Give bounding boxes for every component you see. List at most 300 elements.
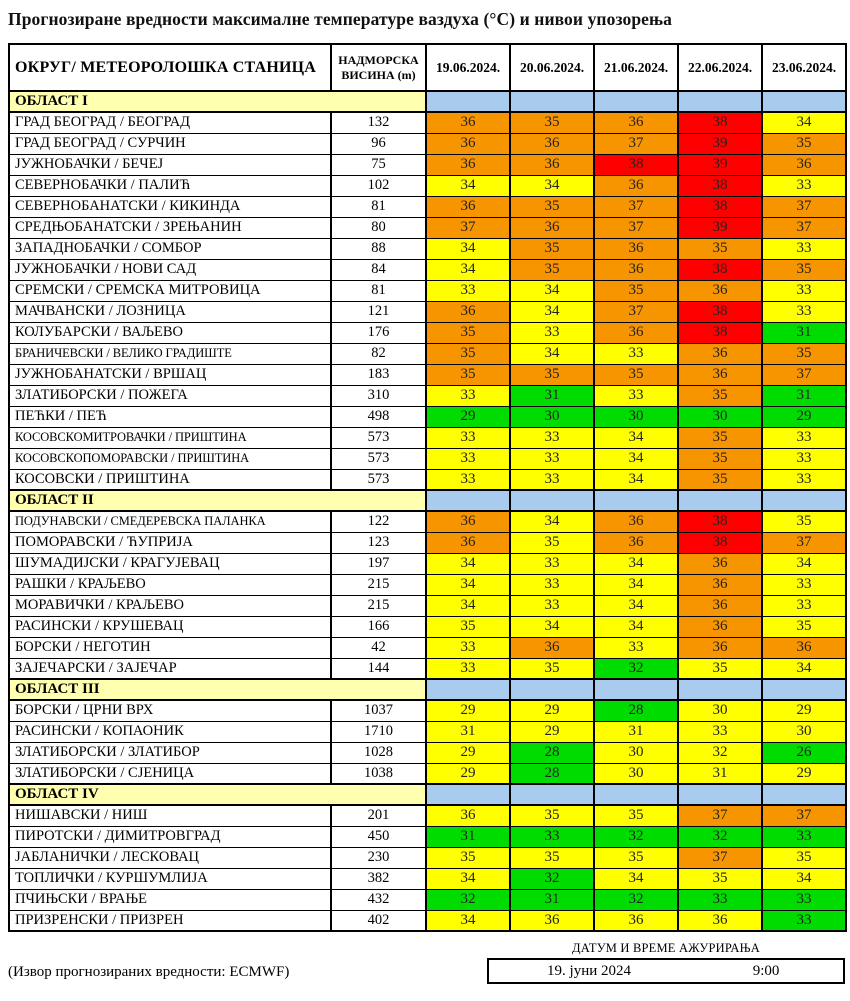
- temperature-cell: 39: [678, 217, 762, 238]
- table-row: [9, 889, 846, 910]
- temperature-cell: 37: [762, 805, 846, 826]
- temperature-cell: 33: [762, 469, 846, 490]
- table-row: [9, 847, 846, 868]
- temperature-cell: 33: [426, 469, 510, 490]
- temperature-cell: 36: [678, 364, 762, 385]
- page-footer: [8, 941, 845, 984]
- station-cell: ЈАБЛАНИЧКИ / ЛЕСКОВАЦ: [9, 847, 331, 868]
- temperature-cell: 35: [762, 343, 846, 364]
- temperature-cell: 31: [762, 322, 846, 343]
- temperature-cell: 39: [678, 154, 762, 175]
- temperature-cell: 33: [426, 637, 510, 658]
- table-row: [9, 217, 846, 238]
- temperature-cell: 38: [594, 154, 678, 175]
- temperature-cell: 35: [678, 427, 762, 448]
- section-date-band-cell: [510, 490, 594, 511]
- temperature-cell: 34: [426, 574, 510, 595]
- temperature-cell: 35: [594, 280, 678, 301]
- section-label: ОБЛАСТ I: [9, 91, 426, 112]
- temperature-cell: 35: [510, 259, 594, 280]
- temperature-cell: 33: [426, 385, 510, 406]
- elevation-cell: 183: [331, 364, 426, 385]
- section-date-band-cell: [678, 490, 762, 511]
- elevation-cell: 176: [331, 322, 426, 343]
- table-row: [9, 280, 846, 301]
- temperature-cell: 34: [594, 595, 678, 616]
- temperature-cell: 33: [510, 595, 594, 616]
- temperature-cell: 37: [678, 847, 762, 868]
- temperature-cell: 36: [594, 259, 678, 280]
- elevation-cell: 1710: [331, 721, 426, 742]
- temperature-cell: 37: [594, 196, 678, 217]
- section-date-band-cell: [762, 784, 846, 805]
- section-date-band-cell: [594, 91, 678, 112]
- elevation-cell: 102: [331, 175, 426, 196]
- temperature-cell: 34: [594, 469, 678, 490]
- update-date: 19. јуни 2024: [547, 962, 632, 979]
- section-date-band-cell: [594, 679, 678, 700]
- temperature-cell: 34: [426, 595, 510, 616]
- station-cell: БОРСКИ / ЦРНИ ВРХ: [9, 700, 331, 721]
- elevation-cell: 1028: [331, 742, 426, 763]
- section-date-band-cell: [762, 679, 846, 700]
- temperature-cell: 35: [678, 238, 762, 259]
- elevation-cell: 132: [331, 112, 426, 133]
- table-row: [9, 154, 846, 175]
- section-row: [9, 784, 846, 805]
- table-row: [9, 637, 846, 658]
- station-cell: МОРАВИЧКИ / КРАЉЕВО: [9, 595, 331, 616]
- temperature-cell: 36: [594, 511, 678, 532]
- elevation-cell: 573: [331, 427, 426, 448]
- temperature-cell: 38: [678, 532, 762, 553]
- section-date-band-cell: [762, 91, 846, 112]
- elevation-cell: 215: [331, 574, 426, 595]
- station-cell: ЗАЈЕЧАРСКИ / ЗАЈЕЧАР: [9, 658, 331, 679]
- temperature-cell: 35: [510, 364, 594, 385]
- section-date-band-cell: [510, 91, 594, 112]
- elevation-header-line1: НАДМОРСКА: [338, 53, 419, 68]
- temperature-cell: 35: [510, 238, 594, 259]
- elevation-cell: 450: [331, 826, 426, 847]
- temperature-cell: 36: [510, 133, 594, 154]
- station-cell: СРЕМСКИ / СРЕМСКА МИТРОВИЦА: [9, 280, 331, 301]
- table-row: [9, 532, 846, 553]
- elevation-cell: 201: [331, 805, 426, 826]
- temperature-cell: 31: [678, 763, 762, 784]
- section-date-band-cell: [426, 490, 510, 511]
- elevation-cell: 88: [331, 238, 426, 259]
- temperature-cell: 37: [762, 196, 846, 217]
- temperature-cell: 36: [426, 112, 510, 133]
- temperature-cell: 29: [762, 763, 846, 784]
- table-row: [9, 364, 846, 385]
- temperature-cell: 35: [678, 469, 762, 490]
- station-cell: ПОМОРАВСКИ / ЋУПРИЈА: [9, 532, 331, 553]
- temperature-cell: 34: [594, 553, 678, 574]
- table-row: [9, 175, 846, 196]
- temperature-cell: 35: [678, 868, 762, 889]
- table-row: [9, 448, 846, 469]
- page-title: Прогнозиране вредности максималне температуре ваздуха (°C) и нивои упозорења: [8, 9, 672, 29]
- temperature-cell: 33: [594, 385, 678, 406]
- update-info: [487, 941, 845, 984]
- station-cell: БРАНИЧЕВСКИ / ВЕЛИКО ГРАДИШТЕ: [9, 343, 331, 364]
- section-row: [9, 679, 846, 700]
- update-box: [487, 958, 845, 984]
- table-row: [9, 763, 846, 784]
- temperature-cell: 33: [762, 301, 846, 322]
- elevation-cell: 573: [331, 469, 426, 490]
- temperature-cell: 36: [510, 637, 594, 658]
- elevation-cell: 122: [331, 511, 426, 532]
- temperature-cell: 32: [510, 868, 594, 889]
- temperature-cell: 35: [762, 847, 846, 868]
- temperature-cell: 34: [510, 343, 594, 364]
- station-cell: КОСОВСКИ / ПРИШТИНА: [9, 469, 331, 490]
- temperature-cell: 33: [762, 889, 846, 910]
- temperature-cell: 35: [510, 112, 594, 133]
- table-row: [9, 385, 846, 406]
- temperature-cell: 33: [762, 280, 846, 301]
- temperature-cell: 35: [426, 322, 510, 343]
- station-cell: ШУМАДИЈСКИ / КРАГУЈЕВАЦ: [9, 553, 331, 574]
- header-row: [9, 44, 846, 91]
- temperature-cell: 34: [594, 616, 678, 637]
- temperature-cell: 33: [678, 721, 762, 742]
- station-cell: КОСОВСКОМИТРОВАЧКИ / ПРИШТИНА: [9, 427, 331, 448]
- station-cell: ЈУЖНОБАНАТСКИ / ВРШАЦ: [9, 364, 331, 385]
- temperature-cell: 38: [678, 196, 762, 217]
- table-row: [9, 322, 846, 343]
- temperature-cell: 36: [678, 616, 762, 637]
- station-cell: ЗЛАТИБОРСКИ / ЗЛАТИБОР: [9, 742, 331, 763]
- temperature-cell: 32: [594, 658, 678, 679]
- table-row: [9, 133, 846, 154]
- temperature-cell: 36: [510, 154, 594, 175]
- station-cell: КОЛУБАРСКИ / ВАЉЕВО: [9, 322, 331, 343]
- temperature-cell: 38: [678, 511, 762, 532]
- elevation-cell: 382: [331, 868, 426, 889]
- elevation-cell: 432: [331, 889, 426, 910]
- temperature-cell: 29: [510, 700, 594, 721]
- station-cell: МАЧВАНСКИ / ЛОЗНИЦА: [9, 301, 331, 322]
- station-cell: КОСОВСКОПОМОРАВСКИ / ПРИШТИНА: [9, 448, 331, 469]
- temperature-cell: 34: [426, 910, 510, 931]
- temperature-cell: 36: [678, 553, 762, 574]
- temperature-cell: 36: [594, 112, 678, 133]
- forecast-source-note: (Извор прогнозираних вредности: ECMWF): [8, 964, 290, 980]
- table-row: [9, 259, 846, 280]
- temperature-cell: 36: [426, 154, 510, 175]
- date-column-header: 22.06.2024.: [678, 44, 762, 91]
- temperature-cell: 32: [594, 826, 678, 847]
- table-row: [9, 742, 846, 763]
- elevation-header-line2: ВИСИНА (m): [341, 67, 416, 82]
- temperature-cell: 36: [594, 238, 678, 259]
- temperature-cell: 36: [426, 511, 510, 532]
- station-cell: НИШАВСКИ / НИШ: [9, 805, 331, 826]
- temperature-cell: 36: [678, 910, 762, 931]
- temperature-cell: 33: [762, 448, 846, 469]
- temperature-cell: 33: [762, 595, 846, 616]
- temperature-cell: 37: [594, 133, 678, 154]
- temperature-cell: 33: [762, 826, 846, 847]
- table-row: [9, 238, 846, 259]
- section-date-band-cell: [678, 784, 762, 805]
- temperature-cell: 34: [510, 511, 594, 532]
- table-row: [9, 301, 846, 322]
- section-date-band-cell: [510, 784, 594, 805]
- temperature-cell: 30: [594, 406, 678, 427]
- temperature-cell: 34: [426, 553, 510, 574]
- temperature-cell: 31: [510, 889, 594, 910]
- table-row: [9, 112, 846, 133]
- temperature-cell: 26: [762, 742, 846, 763]
- temperature-cell: 36: [510, 217, 594, 238]
- temperature-cell: 36: [678, 595, 762, 616]
- station-cell: ПЕЋКИ / ПЕЋ: [9, 406, 331, 427]
- elevation-cell: 80: [331, 217, 426, 238]
- temperature-cell: 35: [678, 385, 762, 406]
- temperature-cell: 34: [762, 112, 846, 133]
- temperature-cell: 31: [426, 721, 510, 742]
- station-cell: ЗЛАТИБОРСКИ / ПОЖЕГА: [9, 385, 331, 406]
- elevation-cell: 42: [331, 637, 426, 658]
- station-cell: ГРАД БЕОГРАД / СУРЧИН: [9, 133, 331, 154]
- temperature-cell: 37: [594, 301, 678, 322]
- temperature-cell: 33: [594, 343, 678, 364]
- temperature-cell: 35: [426, 847, 510, 868]
- temperature-cell: 38: [678, 175, 762, 196]
- section-date-band-cell: [510, 679, 594, 700]
- temperature-cell: 33: [510, 427, 594, 448]
- update-time: 9:00: [752, 962, 780, 979]
- temperature-cell: 34: [510, 301, 594, 322]
- temperature-cell: 35: [762, 133, 846, 154]
- temperature-cell: 34: [594, 448, 678, 469]
- station-cell: РАСИНСКИ / КРУШЕВАЦ: [9, 616, 331, 637]
- section-row: [9, 91, 846, 112]
- table-row: [9, 406, 846, 427]
- temperature-cell: 35: [678, 448, 762, 469]
- station-cell: СЕВЕРНОБАНАТСКИ / КИКИНДА: [9, 196, 331, 217]
- temperature-cell: 36: [426, 196, 510, 217]
- table-row: [9, 826, 846, 847]
- temperature-cell: 36: [678, 280, 762, 301]
- temperature-cell: 34: [594, 868, 678, 889]
- section-date-band-cell: [594, 784, 678, 805]
- table-row: [9, 511, 846, 532]
- temperature-cell: 36: [762, 637, 846, 658]
- temperature-cell: 33: [426, 427, 510, 448]
- temperature-cell: 32: [426, 889, 510, 910]
- station-cell: ПРИЗРЕНСКИ / ПРИЗРЕН: [9, 910, 331, 931]
- elevation-cell: 166: [331, 616, 426, 637]
- section-label: ОБЛАСТ III: [9, 679, 426, 700]
- temperature-cell: 34: [510, 280, 594, 301]
- section-date-band-cell: [426, 679, 510, 700]
- elevation-cell: 230: [331, 847, 426, 868]
- temperature-cell: 33: [510, 826, 594, 847]
- temperature-cell: 32: [678, 742, 762, 763]
- temperature-cell: 29: [762, 406, 846, 427]
- temperature-cell: 31: [510, 385, 594, 406]
- temperature-cell: 38: [678, 322, 762, 343]
- temperature-cell: 33: [510, 322, 594, 343]
- temperature-cell: 36: [594, 322, 678, 343]
- section-label: ОБЛАСТ II: [9, 490, 426, 511]
- section-date-band-cell: [594, 490, 678, 511]
- elevation-cell: 573: [331, 448, 426, 469]
- elevation-cell: 82: [331, 343, 426, 364]
- temperature-cell: 28: [594, 700, 678, 721]
- temperature-cell: 33: [426, 280, 510, 301]
- elevation-cell: 498: [331, 406, 426, 427]
- temperature-cell: 29: [762, 700, 846, 721]
- station-cell: ПЧИЊСКИ / ВРАЊЕ: [9, 889, 331, 910]
- temperature-cell: 35: [594, 847, 678, 868]
- temperature-cell: 34: [762, 868, 846, 889]
- temperature-cell: 36: [426, 805, 510, 826]
- temperature-cell: 29: [426, 742, 510, 763]
- elevation-cell: 402: [331, 910, 426, 931]
- table-row: [9, 700, 846, 721]
- table-row: [9, 553, 846, 574]
- temperature-cell: 33: [762, 574, 846, 595]
- temperature-cell: 33: [510, 574, 594, 595]
- elevation-cell: 121: [331, 301, 426, 322]
- temperature-cell: 32: [678, 826, 762, 847]
- table-row: [9, 721, 846, 742]
- elevation-cell: 1038: [331, 763, 426, 784]
- elevation-cell: 96: [331, 133, 426, 154]
- temperature-cell: 36: [594, 910, 678, 931]
- temperature-cell: 30: [510, 406, 594, 427]
- temperature-cell: 35: [762, 616, 846, 637]
- temperature-cell: 30: [678, 406, 762, 427]
- table-header: [9, 44, 846, 91]
- station-cell: ПОДУНАВСКИ / СМЕДЕРЕВСКА ПАЛАНКА: [9, 511, 331, 532]
- elevation-column-header: [331, 44, 426, 91]
- station-column-header: ОКРУГ/ МЕТЕОРОЛОШКА СТАНИЦА: [9, 44, 331, 91]
- elevation-cell: 81: [331, 196, 426, 217]
- temperature-cell: 38: [678, 112, 762, 133]
- elevation-cell: 81: [331, 280, 426, 301]
- table-row: [9, 910, 846, 931]
- table-row: [9, 658, 846, 679]
- temperature-cell: 36: [762, 154, 846, 175]
- temperature-cell: 33: [678, 889, 762, 910]
- temperature-cell: 33: [426, 448, 510, 469]
- temperature-cell: 37: [426, 217, 510, 238]
- elevation-cell: 75: [331, 154, 426, 175]
- elevation-cell: 197: [331, 553, 426, 574]
- date-column-header: 20.06.2024.: [510, 44, 594, 91]
- table-row: [9, 805, 846, 826]
- temperature-cell: 38: [678, 259, 762, 280]
- section-date-band-cell: [762, 490, 846, 511]
- temperature-cell: 29: [510, 721, 594, 742]
- temperature-cell: 29: [426, 406, 510, 427]
- temperature-cell: 33: [426, 658, 510, 679]
- temperature-cell: 35: [762, 511, 846, 532]
- temperature-cell: 35: [426, 343, 510, 364]
- elevation-cell: 123: [331, 532, 426, 553]
- temperature-cell: 29: [426, 700, 510, 721]
- temperature-cell: 35: [678, 658, 762, 679]
- station-cell: ЈУЖНОБАЧКИ / БЕЧЕЈ: [9, 154, 331, 175]
- temperature-cell: 36: [426, 301, 510, 322]
- date-column-header: 23.06.2024.: [762, 44, 846, 91]
- station-cell: РАШКИ / КРАЉЕВО: [9, 574, 331, 595]
- temperature-cell: 35: [510, 532, 594, 553]
- table-body: [9, 91, 846, 931]
- temperature-cell: 35: [426, 616, 510, 637]
- elevation-cell: 215: [331, 595, 426, 616]
- temperature-cell: 37: [594, 217, 678, 238]
- station-cell: ЈУЖНОБАЧКИ / НОВИ САД: [9, 259, 331, 280]
- table-row: [9, 574, 846, 595]
- temperature-cell: 34: [426, 238, 510, 259]
- section-date-band-cell: [426, 784, 510, 805]
- temperature-cell: 30: [594, 763, 678, 784]
- table-row: [9, 343, 846, 364]
- elevation-cell: 310: [331, 385, 426, 406]
- temperature-cell: 36: [426, 532, 510, 553]
- temperature-cell: 35: [426, 364, 510, 385]
- temperature-cell: 34: [762, 658, 846, 679]
- section-row: [9, 490, 846, 511]
- table-row: [9, 616, 846, 637]
- station-cell: БОРСКИ / НЕГОТИН: [9, 637, 331, 658]
- temperature-cell: 28: [510, 763, 594, 784]
- temperature-cell: 31: [426, 826, 510, 847]
- temperature-cell: 37: [678, 805, 762, 826]
- temperature-cell: 35: [594, 805, 678, 826]
- section-date-band-cell: [678, 679, 762, 700]
- date-column-header: 19.06.2024.: [426, 44, 510, 91]
- section-label: ОБЛАСТ IV: [9, 784, 426, 805]
- temperature-cell: 35: [762, 259, 846, 280]
- temperature-cell: 33: [762, 910, 846, 931]
- temperature-cell: 30: [594, 742, 678, 763]
- station-cell: ТОПЛИЧКИ / КУРШУМЛИЈА: [9, 868, 331, 889]
- table-row: [9, 196, 846, 217]
- temperature-cell: 36: [594, 532, 678, 553]
- temperature-cell: 31: [594, 721, 678, 742]
- station-cell: ЗЛАТИБОРСКИ / СЈЕНИЦА: [9, 763, 331, 784]
- temperature-cell: 34: [510, 175, 594, 196]
- temperature-cell: 33: [762, 175, 846, 196]
- station-cell: ПИРОТСКИ / ДИМИТРОВГРАД: [9, 826, 331, 847]
- temperature-cell: 35: [510, 196, 594, 217]
- temperature-cell: 30: [678, 700, 762, 721]
- temperature-cell: 34: [426, 868, 510, 889]
- temperature-cell: 33: [762, 427, 846, 448]
- elevation-cell: 144: [331, 658, 426, 679]
- temperature-cell: 34: [426, 175, 510, 196]
- temperature-cell: 31: [762, 385, 846, 406]
- temperature-cell: 36: [426, 133, 510, 154]
- station-cell: СРЕДЊОБАНАТСКИ / ЗРЕЊАНИН: [9, 217, 331, 238]
- date-column-header: 21.06.2024.: [594, 44, 678, 91]
- temperature-cell: 34: [762, 553, 846, 574]
- section-date-band-cell: [426, 91, 510, 112]
- elevation-cell: 84: [331, 259, 426, 280]
- temperature-cell: 37: [762, 532, 846, 553]
- station-cell: ГРАД БЕОГРАД / БЕОГРАД: [9, 112, 331, 133]
